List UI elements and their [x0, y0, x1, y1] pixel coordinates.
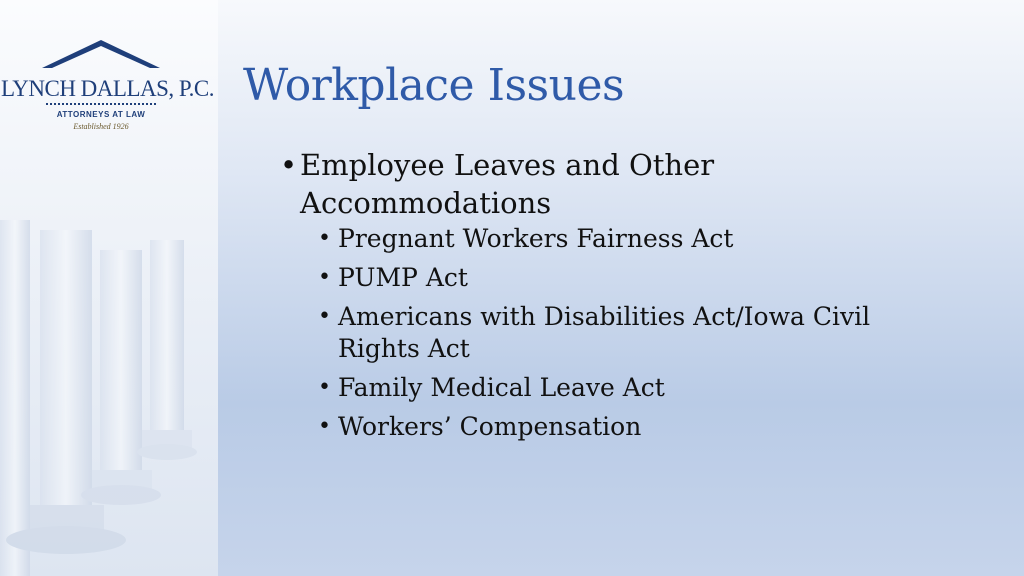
logo-divider — [46, 103, 156, 105]
sub-bullet — [316, 301, 948, 365]
bullet-icon: • — [318, 414, 331, 439]
sub-bullet-text: Workers’ Compensation — [338, 412, 642, 441]
sub-bullet — [316, 223, 948, 255]
firm-subtitle: ATTORNEYS AT LAW — [56, 110, 146, 119]
firm-established: Established 1926 — [73, 122, 129, 131]
sub-bullet-text: PUMP Act — [338, 263, 468, 292]
sub-bullet-list — [316, 223, 976, 443]
main-bullet — [276, 146, 840, 222]
sub-bullet-text: Americans with Disabilities Act/Iowa Civil Rights Act — [338, 302, 871, 363]
sub-bullet — [316, 411, 948, 443]
sub-bullet-text: Family Medical Leave Act — [338, 373, 665, 402]
bullet-content — [276, 146, 976, 450]
bullet-icon: • — [280, 148, 298, 182]
roof-icon — [40, 38, 162, 70]
firm-logo — [0, 38, 218, 138]
bullet-icon: • — [318, 265, 331, 290]
slide-title: Workplace Issues — [243, 60, 625, 111]
firm-name: LYNCH DALLAS, P.C. — [1, 76, 214, 101]
sidebar-panel — [0, 0, 218, 576]
bullet-icon: • — [318, 375, 331, 400]
bullet-icon: • — [318, 226, 331, 251]
main-bullet-text: Employee Leaves and Other Accommodations — [300, 148, 715, 220]
sub-bullet-text: Pregnant Workers Fairness Act — [338, 224, 734, 253]
bullet-icon: • — [318, 304, 331, 329]
sub-bullet — [316, 262, 948, 294]
sub-bullet — [316, 372, 948, 404]
